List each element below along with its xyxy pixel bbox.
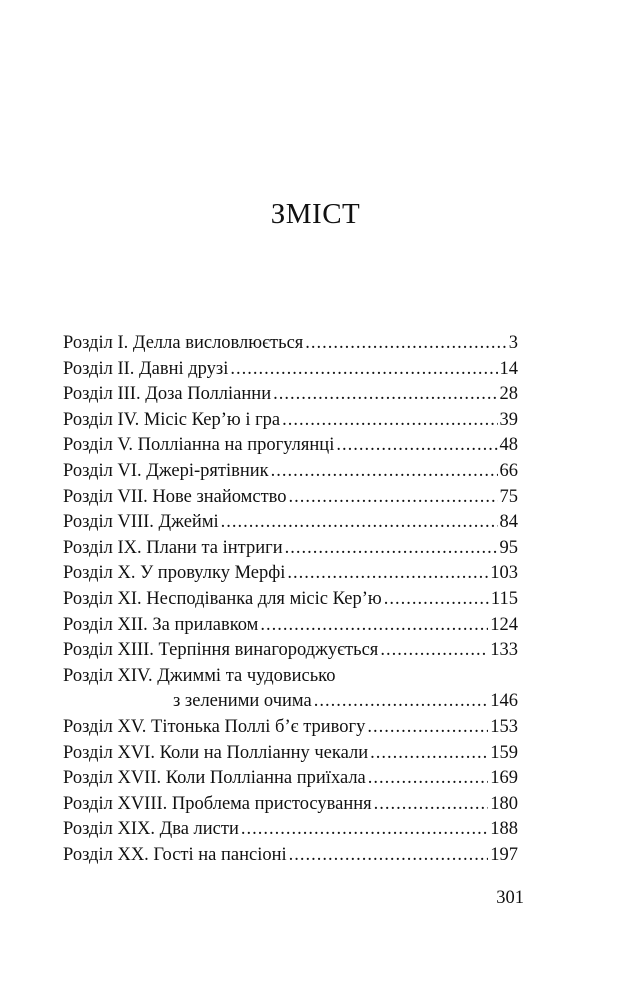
toc-entry-page: 48 bbox=[499, 435, 518, 456]
toc-entry bbox=[63, 561, 518, 587]
toc-entry-page: 180 bbox=[490, 793, 518, 814]
toc-entry bbox=[63, 638, 518, 664]
toc-entry-label: Розділ V. Поллiанна на прогулянці bbox=[63, 435, 335, 456]
toc-leader-dots bbox=[230, 357, 497, 383]
toc-entry-page: 146 bbox=[490, 691, 518, 712]
toc-leader-dots bbox=[336, 433, 497, 459]
toc-entry-label: з зеленими очима bbox=[173, 691, 312, 712]
toc-entry bbox=[63, 485, 518, 511]
toc-entry-label: Розділ XIII. Терпіння винагороджується bbox=[63, 640, 379, 661]
toc-leader-dots bbox=[273, 382, 497, 408]
toc-entry bbox=[63, 817, 518, 843]
toc-entry-label: Розділ VIII. Джеймі bbox=[63, 512, 219, 533]
toc-leader-dots bbox=[367, 715, 488, 741]
toc-leader-dots bbox=[374, 792, 489, 818]
toc-entry-label: Розділ I. Делла висловлюється bbox=[63, 333, 304, 353]
toc-entry bbox=[63, 792, 518, 818]
toc-entry-label: Розділ XV. Тітонька Поллі б’є тривогу bbox=[63, 716, 366, 737]
toc-entry-label: Розділ XIV. Джиммі та чудовисько bbox=[63, 665, 336, 686]
toc-entry-page: 159 bbox=[490, 742, 518, 763]
toc-leader-dots bbox=[384, 587, 489, 613]
toc-entry-label: Розділ XI. Несподіванка для місіс Кер’ю bbox=[63, 588, 382, 609]
toc-entry-page: 39 bbox=[499, 409, 518, 430]
toc-entry-label: Розділ XVIII. Проблема пристосування bbox=[63, 793, 372, 814]
toc-entry bbox=[63, 613, 518, 639]
toc-entry bbox=[63, 331, 518, 357]
toc-entry bbox=[63, 408, 518, 434]
toc-entry bbox=[63, 382, 518, 408]
toc-entry bbox=[63, 715, 518, 741]
toc-entry-page: 133 bbox=[490, 640, 518, 661]
toc-entry-page: 28 bbox=[499, 384, 518, 405]
toc-entry bbox=[63, 459, 518, 485]
toc-entry-page: 3 bbox=[508, 333, 518, 353]
toc-entry-label: Розділ III. Доза Поллiанни bbox=[63, 384, 272, 405]
toc-entry-page: 66 bbox=[499, 460, 518, 481]
toc-entry-page: 103 bbox=[490, 563, 518, 584]
toc-leader-dots bbox=[282, 408, 497, 434]
toc-entry-label: Розділ IX. Плани та інтриги bbox=[63, 537, 283, 558]
toc-entry bbox=[63, 766, 518, 792]
toc-leader-dots bbox=[289, 843, 489, 869]
toc-leader-dots bbox=[289, 485, 498, 511]
toc-entry-page: 169 bbox=[490, 768, 518, 789]
toc-entry-label: Розділ VII. Нове знайомство bbox=[63, 486, 287, 507]
toc-entry-page: 153 bbox=[490, 716, 518, 737]
table-of-contents bbox=[63, 331, 518, 868]
toc-entry-page: 188 bbox=[490, 819, 518, 840]
toc-entry-label: Розділ XVII. Коли Поллiанна приїхала bbox=[63, 768, 366, 789]
toc-entry-page: 197 bbox=[490, 844, 518, 865]
toc-entry-label: Розділ II. Давні друзі bbox=[63, 358, 229, 379]
toc-leader-dots bbox=[221, 510, 498, 536]
page-number: 301 bbox=[496, 888, 524, 908]
toc-entry-label: Розділ XII. За прилавком bbox=[63, 614, 259, 635]
toc-leader-dots bbox=[370, 741, 488, 767]
toc-entry-page: 75 bbox=[499, 486, 518, 507]
toc-entry-label: Розділ X. У провулку Мерфі bbox=[63, 563, 286, 584]
toc-entry-label: Розділ IV. Місіс Кер’ю і гра bbox=[63, 409, 281, 430]
toc-entry-continuation bbox=[63, 689, 518, 715]
toc-entry-page: 115 bbox=[490, 588, 518, 609]
toc-entry bbox=[63, 510, 518, 536]
toc-entry bbox=[63, 357, 518, 383]
toc-leader-dots bbox=[314, 689, 489, 715]
toc-leader-dots bbox=[260, 613, 488, 639]
toc-entry-label: Розділ XIX. Два листи bbox=[63, 819, 239, 840]
toc-entry bbox=[63, 587, 518, 613]
toc-leader-dots bbox=[380, 638, 488, 664]
toc-entry bbox=[63, 843, 518, 869]
toc-entry bbox=[63, 536, 518, 562]
toc-entry bbox=[63, 433, 518, 459]
toc-leader-dots bbox=[368, 766, 488, 792]
toc-entry bbox=[63, 664, 518, 690]
toc-entry-label: Розділ XVI. Коли на Поллiанну чекали bbox=[63, 742, 369, 763]
toc-entry-label: Розділ XX. Гості на пансіоні bbox=[63, 844, 287, 865]
toc-leader-dots bbox=[241, 817, 488, 843]
toc-leader-dots bbox=[305, 331, 506, 357]
toc-entry-page: 95 bbox=[499, 537, 518, 558]
page-title: ЗМІСТ bbox=[270, 198, 361, 230]
toc-leader-dots bbox=[287, 561, 488, 587]
toc-entry-page: 84 bbox=[499, 512, 518, 533]
toc-entry-page: 124 bbox=[490, 614, 518, 635]
toc-entry-page: 14 bbox=[499, 358, 518, 379]
toc-entry bbox=[63, 741, 518, 767]
toc-entry-label: Розділ VI. Джері-рятівник bbox=[63, 460, 269, 481]
toc-leader-dots bbox=[271, 459, 498, 485]
toc-leader-dots bbox=[285, 536, 498, 562]
